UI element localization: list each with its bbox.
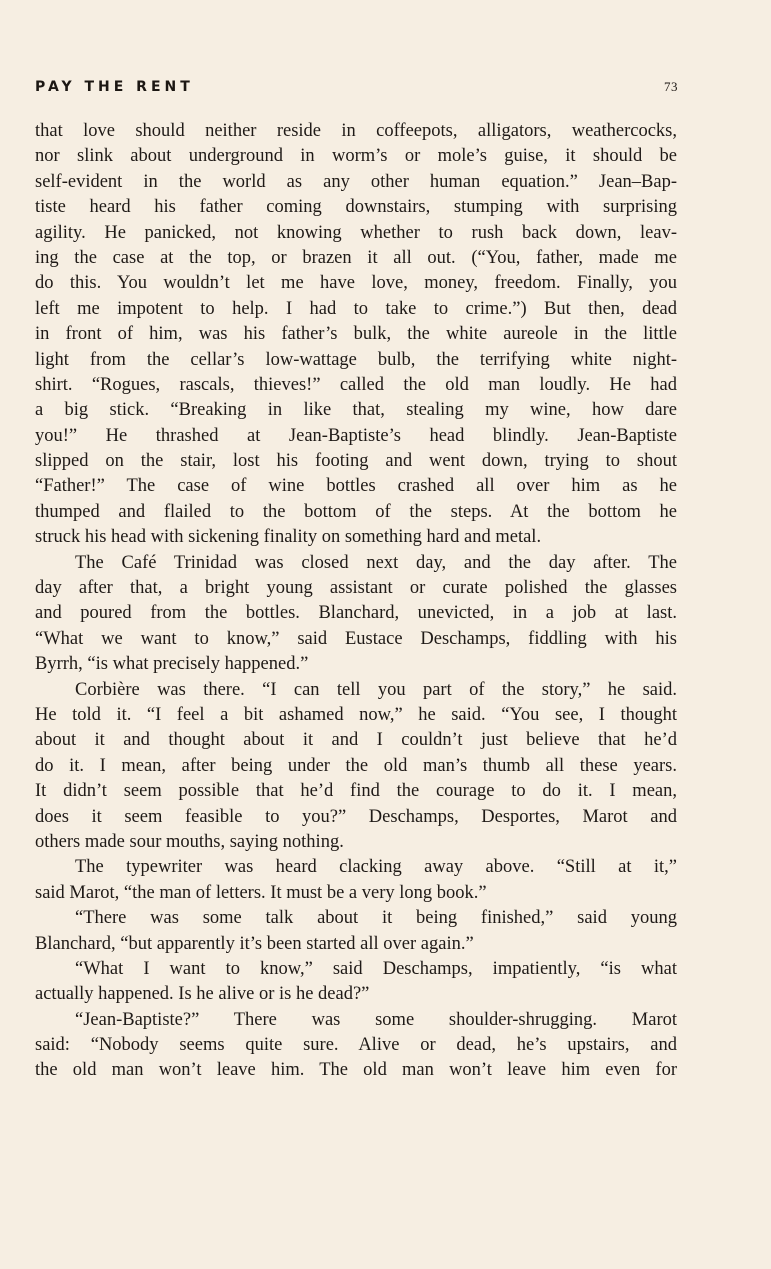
- text-line: Byrrh, “is what precisely happened.”: [35, 654, 309, 675]
- text-line: you!” He thrashed at Jean-Baptiste’s head blindly. Jean-Baptiste: [35, 425, 677, 446]
- text-line: “Jean-Baptiste?” There was some shoulder-shrugging. Marot: [75, 1009, 677, 1030]
- text-line: in front of him, was his father’s bulk, the white aureole in the little: [35, 324, 677, 345]
- text-line: nor slink about underground in worm’s or mole’s guise, it should be: [35, 146, 677, 167]
- text-line: He told it. “I feel a bit ashamed now,” he said. “You see, I thought: [35, 704, 677, 725]
- text-line: that love should neither reside in coffeepots, alligators, weathercocks,: [35, 121, 677, 141]
- text-line: about it and thought about it and I couldn’t just believe that he’d: [35, 730, 677, 751]
- text-line: left me impotent to help. I had to take to crime.”) But then, dead: [35, 298, 677, 319]
- text-line: actually happened. Is he alive or is he dead?”: [35, 984, 370, 1005]
- page-number: 73: [664, 79, 678, 94]
- text-line: The Café Trinidad was closed next day, and the day after. The: [75, 552, 677, 573]
- text-line: a big stick. “Breaking in like that, stealing my wine, how dare: [35, 400, 677, 421]
- text-line: It didn’t seem possible that he’d find the courage to do it. I mean,: [35, 781, 677, 802]
- text-line: thumped and flailed to the bottom of the steps. At the bottom he: [35, 501, 677, 522]
- text-line: The typewriter was heard clacking away above. “Still at it,”: [75, 857, 677, 878]
- text-line: struck his head with sickening finality on something hard and metal.: [35, 527, 542, 548]
- text-line: “What I want to know,” said Deschamps, impatiently, “is what: [75, 958, 677, 979]
- text-line: slipped on the stair, lost his footing and went down, trying to shout: [35, 451, 677, 472]
- text-line: Blanchard, “but apparently it’s been started all over again.”: [35, 933, 474, 954]
- text-line: self-evident in the world as any other human equation.” Jean–Bap-: [35, 171, 677, 192]
- text-line: shirt. “Rogues, rascals, thieves!” called the old man loudly. He had: [35, 374, 677, 395]
- text-line: day after that, a bright young assistant or curate polished the glasses: [35, 578, 677, 599]
- text-line: “Father!” The case of wine bottles crashed all over him as he: [35, 476, 677, 497]
- text-line: tiste heard his father coming downstairs, stumping with surprising: [35, 197, 677, 218]
- text-line: others made sour mouths, saying nothing.: [35, 831, 344, 852]
- text-line: said: “Nobody seems quite sure. Alive or dead, he’s upstairs, and: [35, 1035, 677, 1056]
- body-text: [35, 119, 677, 1084]
- text-line: does it seem feasible to you?” Deschamps, Desportes, Marot and: [35, 806, 677, 827]
- text-line: and poured from the bottles. Blanchard, unevicted, in a job at last.: [35, 603, 677, 624]
- text-line: do it. I mean, after being under the old man’s thumb all these years.: [35, 755, 677, 776]
- text-line: the old man won’t leave him. The old man won’t leave him even for: [35, 1060, 677, 1081]
- text-line: agility. He panicked, not knowing whether to rush back down, leav-: [35, 222, 677, 243]
- text-line: said Marot, “the man of letters. It must be a very long book.”: [35, 882, 487, 903]
- running-title: PAY THE RENT: [35, 79, 194, 95]
- text-line: “There was some talk about it being finished,” said young: [75, 908, 677, 929]
- text-line: Corbière was there. “I can tell you part of the story,” he said.: [75, 679, 677, 700]
- text-line: do this. You wouldn’t let me have love, money, freedom. Finally, you: [35, 273, 677, 294]
- text-line: “What we want to know,” said Eustace Deschamps, fiddling with his: [35, 628, 677, 649]
- text-line: light from the cellar’s low-wattage bulb, the terrifying white night-: [35, 349, 677, 370]
- running-head: [35, 79, 678, 99]
- text-line: ing the case at the top, or brazen it all out. (“You, father, made me: [35, 247, 677, 268]
